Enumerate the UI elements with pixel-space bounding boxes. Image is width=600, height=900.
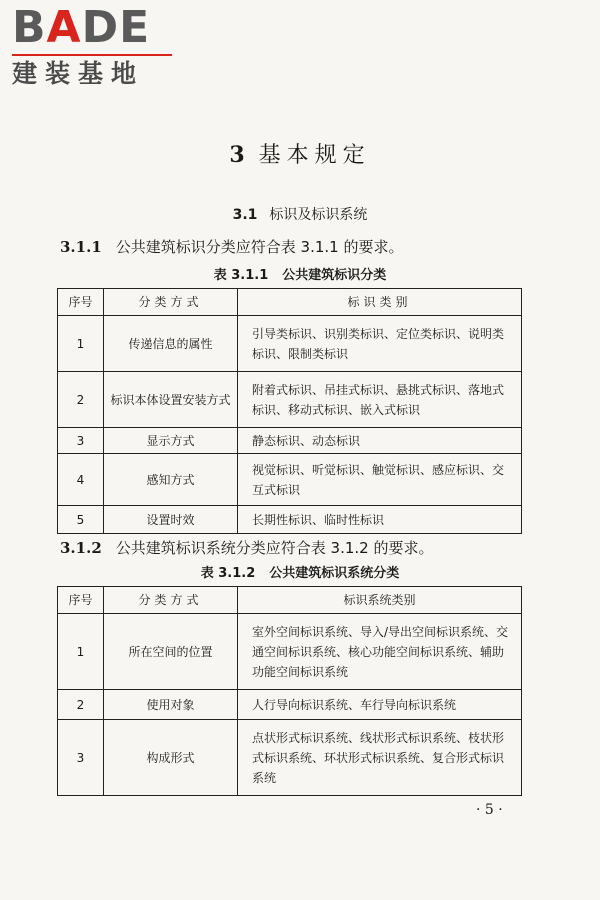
cell-category: 人行导向标识系统、车行导向标识系统 <box>238 690 522 720</box>
table-row <box>58 316 522 372</box>
cell-category: 点状形式标识系统、线状形式标识系统、枝状形式标识系统、环状形式标识系统、复合形式标识系统 <box>238 720 522 796</box>
logo-subtitle: 建装基地 <box>12 59 145 88</box>
clause-3-1-2 <box>60 537 433 558</box>
logo-letter-b: B <box>12 2 47 53</box>
cell-index: 5 <box>58 506 104 534</box>
cell-index: 2 <box>58 372 104 428</box>
header-cell-mode: 分类方式 <box>104 289 238 316</box>
logo-rule <box>12 54 172 56</box>
cell-mode: 构成形式 <box>104 720 238 796</box>
table-row <box>58 454 522 506</box>
table-3-1-1 <box>57 288 522 534</box>
cell-index: 2 <box>58 690 104 720</box>
table-caption-number: 表 3.1.2 <box>200 566 256 581</box>
table-row <box>58 428 522 454</box>
cell-index: 1 <box>58 614 104 690</box>
table-row <box>58 372 522 428</box>
clause-text: 公共建筑标识系统分类应符合表 3.1.2 的要求。 <box>115 539 434 557</box>
table-caption-3-1-1 <box>0 264 600 283</box>
section-number: 3.1 <box>232 207 258 223</box>
header-cell-index: 序号 <box>58 587 104 614</box>
page-number: · 5 · <box>476 802 503 818</box>
cell-index: 3 <box>58 720 104 796</box>
table-caption-title: 公共建筑标识分类 <box>282 268 387 283</box>
cell-category: 引导类标识、识别类标识、定位类标识、说明类标识、限制类标识 <box>238 316 522 372</box>
cell-mode: 传递信息的属性 <box>104 316 238 372</box>
cell-category: 视觉标识、听觉标识、触觉标识、感应标识、交互式标识 <box>238 454 522 506</box>
logo-letters-de: DE <box>81 2 151 53</box>
chapter-heading <box>0 138 600 169</box>
bade-logo <box>12 2 177 88</box>
table-row <box>58 614 522 690</box>
clause-3-1-1 <box>60 236 403 257</box>
section-heading <box>0 204 600 224</box>
cell-mode: 设置时效 <box>104 506 238 534</box>
clause-number: 3.1.1 <box>60 238 102 256</box>
cell-mode: 使用对象 <box>104 690 238 720</box>
section-title: 标识及标识系统 <box>269 207 368 223</box>
cell-mode: 显示方式 <box>104 428 238 454</box>
clause-number: 3.1.2 <box>60 539 102 557</box>
clause-text: 公共建筑标识分类应符合表 3.1.1 的要求。 <box>115 238 404 256</box>
header-cell-category: 标识类别 <box>238 289 522 316</box>
table-row <box>58 720 522 796</box>
logo-wordmark <box>12 2 177 53</box>
header-cell-index: 序号 <box>58 289 104 316</box>
cell-mode: 感知方式 <box>104 454 238 506</box>
cell-index: 3 <box>58 428 104 454</box>
cell-category: 长期性标识、临时性标识 <box>238 506 522 534</box>
chapter-title: 基本规定 <box>258 143 371 168</box>
table-row <box>58 690 522 720</box>
cell-mode: 标识本体设置安装方式 <box>104 372 238 428</box>
cell-mode: 所在空间的位置 <box>104 614 238 690</box>
cell-index: 4 <box>58 454 104 506</box>
chapter-number: 3 <box>229 142 245 168</box>
logo-letter-a: A <box>46 2 82 53</box>
cell-category: 室外空间标识系统、导入/导出空间标识系统、交通空间标识系统、核心功能空间标识系统、辅助功能空间标识系统 <box>238 614 522 690</box>
cell-category: 附着式标识、吊挂式标识、悬挑式标识、落地式标识、移动式标识、嵌入式标识 <box>238 372 522 428</box>
cell-category: 静态标识、动态标识 <box>238 428 522 454</box>
table-caption-title: 公共建筑标识系统分类 <box>269 566 400 581</box>
table-3-1-2 <box>57 586 522 796</box>
table-header-row <box>58 587 522 614</box>
table-caption-number: 表 3.1.1 <box>213 268 269 283</box>
table-header-row <box>58 289 522 316</box>
cell-index: 1 <box>58 316 104 372</box>
table-caption-3-1-2 <box>0 562 600 581</box>
header-cell-mode: 分类方式 <box>104 587 238 614</box>
table-row <box>58 506 522 534</box>
header-cell-category: 标识系统类别 <box>238 587 522 614</box>
